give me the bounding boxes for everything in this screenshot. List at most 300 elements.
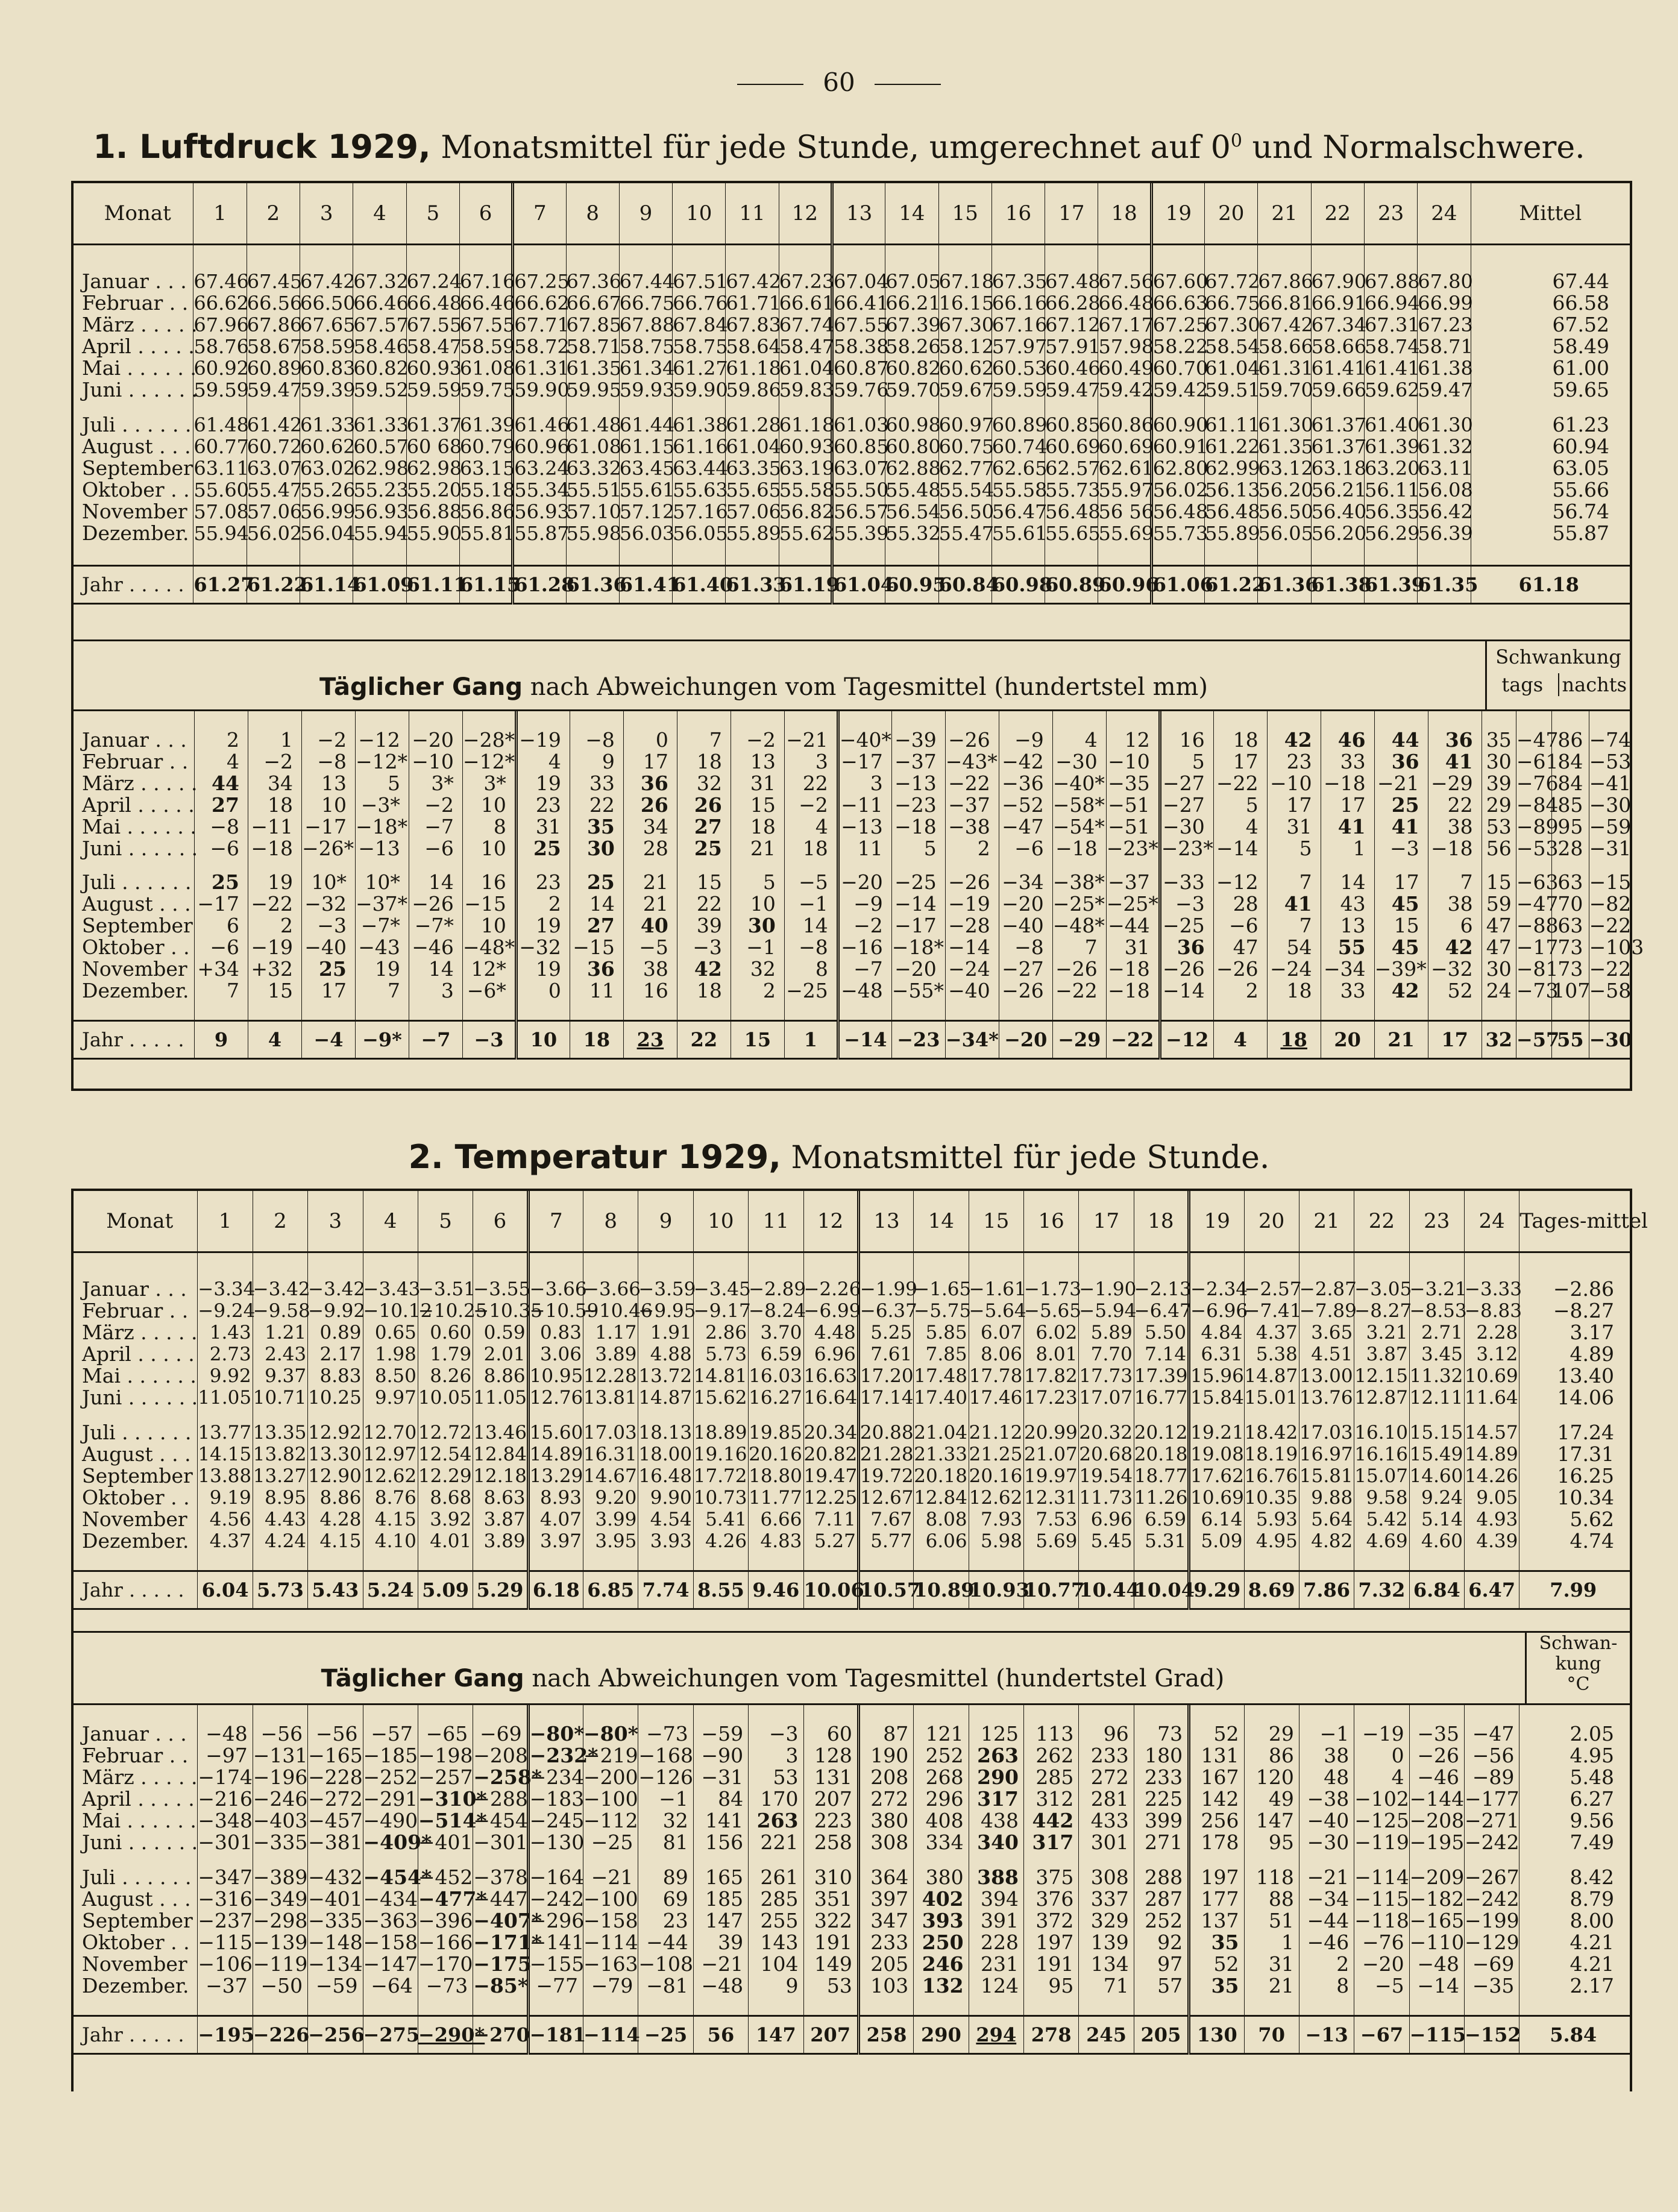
year-value-cell: −12 <box>1160 1021 1213 1059</box>
month-label: August . . . <box>74 436 193 457</box>
value-cell: 12.97 <box>363 1444 418 1465</box>
value-cell: 364 <box>858 1853 913 1888</box>
value-cell: −246 <box>253 1787 308 1811</box>
year-value-cell: 61.40 <box>673 566 726 604</box>
value-cell: 9.19 <box>198 1487 253 1509</box>
value-cell: 59.62 <box>1364 379 1420 401</box>
value-cell: −26* <box>301 838 355 859</box>
value-cell: −40* <box>838 729 891 751</box>
table-row <box>74 1322 1630 1343</box>
value-cell: 17 <box>1321 794 1374 816</box>
year-value-cell: −29 <box>1052 1021 1106 1059</box>
mean-cell: 5.62 <box>1570 1507 1614 1531</box>
value-cell: 143 <box>749 1932 803 1953</box>
value-cell: −30 <box>1160 816 1213 838</box>
month-label: Oktober . . <box>74 937 195 958</box>
header-hour-11: 11 <box>749 1191 803 1252</box>
mean-cell: 8.42 <box>1570 1865 1614 1889</box>
value-cell: 58.59 <box>300 335 356 358</box>
value-cell: 60.96 <box>513 436 566 457</box>
header-hour-19: 19 <box>1151 183 1204 245</box>
value-cell: 61.48 <box>566 401 619 436</box>
value-cell: 29 <box>1244 1723 1299 1745</box>
value-cell: 2 <box>1299 1953 1354 1975</box>
value-cell: −447 <box>473 1887 528 1911</box>
value-cell: 13 <box>301 773 355 794</box>
value-cell: 57.06 <box>247 500 303 523</box>
value-cell: 14.89 <box>1465 1444 1519 1465</box>
value-cell: 250 <box>914 1932 969 1953</box>
value-cell: −14 <box>1213 838 1267 859</box>
value-cell: 56.20 <box>1311 522 1367 545</box>
schwankung-cell: 70 <box>1552 893 1589 915</box>
value-cell: 12.70 <box>363 1409 418 1444</box>
month-label: Juni . . . . . . <box>74 838 195 859</box>
value-cell: 51 <box>1244 1910 1299 1932</box>
value-cell: 66.62 <box>513 292 566 314</box>
value-cell: 67.31 <box>1364 313 1420 336</box>
value-cell: 56.48 <box>1205 500 1260 523</box>
value-cell: 285 <box>749 1888 803 1910</box>
value-cell: 56.88 <box>406 500 462 523</box>
value-cell: 58.72 <box>513 336 566 357</box>
value-cell: 67.30 <box>1205 313 1260 336</box>
value-cell: 34 <box>623 816 677 838</box>
year-value-cell: −25 <box>638 2016 693 2054</box>
value-cell: 59.90 <box>513 379 566 401</box>
value-cell: 10.73 <box>693 1487 748 1509</box>
value-cell: 59.42 <box>1098 379 1154 401</box>
value-cell: 2 <box>731 980 784 1002</box>
value-cell: −29 <box>1428 773 1482 794</box>
value-cell: 7.61 <box>858 1343 913 1365</box>
value-cell: 4.07 <box>528 1509 583 1530</box>
value-cell: 4.83 <box>749 1530 803 1552</box>
value-cell: 317 <box>1024 1832 1079 1853</box>
value-cell: 17.14 <box>858 1387 913 1409</box>
value-cell: −22 <box>1052 980 1106 1002</box>
value-cell: 22 <box>784 773 838 794</box>
year-value-cell: −114 <box>583 2016 638 2054</box>
schwankung-cell: −53 <box>1516 837 1559 860</box>
year-value-cell: 61.38 <box>1311 566 1364 604</box>
value-cell: 18 <box>677 751 731 773</box>
value-cell: −112 <box>583 1809 638 1832</box>
value-cell: 55.61 <box>991 522 1048 545</box>
value-cell: 66.75 <box>1205 292 1260 315</box>
schwankung-cell: 29 <box>1482 794 1516 816</box>
value-cell: 87 <box>858 1723 913 1745</box>
value-cell: 442 <box>1024 1810 1079 1832</box>
value-cell: −20 <box>999 893 1052 915</box>
value-cell: 60.85 <box>1045 401 1098 436</box>
value-cell: 55.58 <box>991 479 1048 501</box>
year-value-cell: 20 <box>1321 1021 1374 1059</box>
table-row <box>74 1465 1630 1487</box>
value-cell: −363 <box>363 1909 418 1932</box>
value-cell: 16.48 <box>638 1465 693 1487</box>
value-cell: −5 <box>784 859 838 893</box>
value-cell: 4.01 <box>418 1530 473 1552</box>
value-cell: −10 <box>1267 773 1321 794</box>
table-row <box>74 838 1630 859</box>
value-cell: −44 <box>638 1932 693 1953</box>
schwankung-cell: −41 <box>1589 771 1632 795</box>
value-cell: −1.65 <box>914 1278 972 1300</box>
value-cell: 59.93 <box>619 379 675 401</box>
value-cell: 55.94 <box>353 522 409 545</box>
value-cell: −21 <box>1374 773 1428 794</box>
value-cell: 5.25 <box>858 1322 913 1343</box>
value-cell: −242 <box>1465 1887 1519 1911</box>
month-label: September <box>74 1465 198 1487</box>
value-cell: 15.49 <box>1409 1444 1464 1465</box>
month-label: August . . . <box>74 1444 198 1465</box>
value-cell: −3 <box>677 937 731 958</box>
value-cell: 5.64 <box>1299 1509 1354 1530</box>
value-cell: 55.62 <box>779 522 835 545</box>
value-cell: 18 <box>677 980 731 1002</box>
schwankung-cell: −74 <box>1589 728 1632 752</box>
value-cell: 54 <box>1267 937 1321 958</box>
value-cell: 55.54 <box>938 479 995 501</box>
value-cell: 21.25 <box>969 1444 1023 1465</box>
value-cell: −14 <box>1409 1975 1464 1997</box>
header-hour-18: 18 <box>1134 1191 1189 1252</box>
value-cell: 67.96 <box>193 313 250 336</box>
value-cell: 61.44 <box>619 401 672 436</box>
value-cell: 55.73 <box>1045 479 1101 501</box>
month-label: März . . . . . <box>74 314 193 336</box>
value-cell: 62.98 <box>406 457 462 480</box>
value-cell: −208 <box>473 1744 528 1767</box>
schwankung-cell: −15 <box>1589 870 1632 894</box>
month-label: September <box>74 457 193 479</box>
value-cell: −3.34 <box>198 1278 256 1300</box>
value-cell: 58.54 <box>1205 335 1260 358</box>
value-cell: −209 <box>1409 1853 1464 1888</box>
value-cell: 20.34 <box>803 1409 858 1444</box>
value-cell: 12.15 <box>1354 1365 1409 1387</box>
value-cell: −126 <box>638 1765 694 1789</box>
table-row <box>74 479 1630 501</box>
month-label: November <box>74 1509 198 1530</box>
value-cell: −7.89 <box>1299 1300 1357 1322</box>
value-cell: 438 <box>969 1810 1023 1832</box>
value-cell: 27 <box>570 915 623 937</box>
value-cell: −77 <box>528 1975 583 1997</box>
value-cell: 380 <box>858 1810 913 1832</box>
year-label: Jahr . . . . . <box>74 1021 195 1059</box>
month-label: September <box>74 1910 198 1932</box>
schwankung-cell: −22 <box>1589 957 1632 981</box>
value-cell: −48 <box>838 980 891 1002</box>
value-cell: 12.76 <box>528 1387 583 1409</box>
month-label: Mai . . . . . . <box>74 1810 198 1832</box>
header-hour-9: 9 <box>619 183 672 245</box>
value-cell: 399 <box>1134 1810 1189 1832</box>
year-value-cell: 245 <box>1079 2016 1134 2054</box>
value-cell: 17.72 <box>693 1465 748 1487</box>
value-cell: 13 <box>731 751 784 773</box>
value-cell: 60.69 <box>1098 435 1154 458</box>
table-row <box>74 1278 1630 1300</box>
value-cell: −234 <box>528 1767 583 1788</box>
value-cell: 5.09 <box>1189 1530 1244 1552</box>
value-cell: −59 <box>693 1723 748 1745</box>
year-value-cell: −181 <box>528 2016 583 2054</box>
value-cell: 14.87 <box>638 1387 693 1409</box>
value-cell: 30 <box>570 838 623 859</box>
value-cell: −19 <box>248 937 301 958</box>
value-cell: 402 <box>914 1888 969 1910</box>
month-label: Oktober . . <box>74 479 193 501</box>
value-cell: −20 <box>409 729 462 751</box>
value-cell: −5.64 <box>969 1300 1026 1322</box>
value-cell: 14 <box>1321 859 1374 893</box>
value-cell: 18 <box>1267 980 1321 1002</box>
value-cell: 30 <box>731 915 784 937</box>
value-cell: 6.96 <box>1079 1509 1134 1530</box>
value-cell: 9.92 <box>198 1365 253 1387</box>
value-cell: 322 <box>803 1910 858 1932</box>
value-cell: 32 <box>731 958 784 980</box>
value-cell: 268 <box>914 1767 969 1788</box>
value-cell: 10* <box>355 859 409 893</box>
header-hour-18: 18 <box>1098 183 1151 245</box>
value-cell: 61.41 <box>1311 357 1367 380</box>
value-cell: 55.47 <box>938 522 995 545</box>
value-cell: −18 <box>1321 773 1374 794</box>
value-cell: 60.72 <box>247 435 303 458</box>
value-cell: 19.16 <box>693 1444 748 1465</box>
value-cell: 62.77 <box>938 457 995 480</box>
value-cell: 12.87 <box>1354 1387 1409 1409</box>
value-cell: 1.21 <box>253 1322 307 1343</box>
value-cell: 3.65 <box>1299 1322 1354 1343</box>
value-cell: 246 <box>914 1953 969 1975</box>
value-cell: 7 <box>1267 915 1321 937</box>
value-cell: 66.56 <box>247 292 303 315</box>
value-cell: 67.42 <box>1258 313 1313 336</box>
value-cell: −15 <box>570 937 623 958</box>
header-hour-16: 16 <box>991 183 1045 245</box>
value-cell: 12.62 <box>969 1487 1023 1509</box>
value-cell: 17.39 <box>1134 1365 1189 1387</box>
value-cell: −69 <box>473 1723 528 1745</box>
year-value-cell: −195 <box>198 2016 253 2054</box>
value-cell: −3.55 <box>473 1278 531 1300</box>
mean-cell: 17.24 <box>1557 1421 1614 1444</box>
value-cell: 5 <box>1160 751 1213 773</box>
table-row <box>74 751 1630 773</box>
value-cell: 132 <box>914 1975 969 1997</box>
value-cell: −14 <box>1160 980 1213 1002</box>
month-label: September <box>74 915 195 937</box>
value-cell: 0.89 <box>308 1322 363 1343</box>
header-hour-8: 8 <box>566 183 619 245</box>
year-value-cell: 5.29 <box>473 1571 528 1609</box>
value-cell: 6.59 <box>749 1343 803 1365</box>
schwankung-cell: −103 <box>1589 935 1644 959</box>
value-cell: 61.08 <box>566 435 622 458</box>
value-cell: 2 <box>516 893 570 915</box>
value-cell: 17.46 <box>969 1387 1023 1409</box>
value-cell: 60.70 <box>1151 357 1204 379</box>
year-value-cell: 8.55 <box>693 1571 748 1609</box>
value-cell: 55.34 <box>513 479 566 501</box>
value-cell: 55.51 <box>566 479 622 501</box>
value-cell: 156 <box>693 1832 748 1853</box>
year-value-cell: −152 <box>1465 2016 1519 2054</box>
value-cell: 62.65 <box>991 457 1048 480</box>
table-row <box>74 1365 1630 1387</box>
value-cell: 67.35 <box>991 270 1048 293</box>
value-cell: 2.71 <box>1409 1322 1464 1343</box>
value-cell: 3 <box>409 980 462 1002</box>
value-cell: −3 <box>1160 893 1213 915</box>
value-cell: 60.80 <box>885 435 941 458</box>
value-cell: 233 <box>858 1932 913 1953</box>
value-cell: 7.70 <box>1079 1343 1134 1365</box>
value-cell: 7 <box>1428 859 1482 893</box>
schwankung-cell: −59 <box>1589 815 1632 838</box>
value-cell: 16.27 <box>749 1387 803 1409</box>
year-value-cell: 10.89 <box>914 1571 969 1609</box>
value-cell: −25* <box>1106 893 1160 915</box>
header-hour-10: 10 <box>673 183 726 245</box>
schwankung-cell: −17 <box>1516 935 1559 959</box>
value-cell: 36 <box>570 958 623 980</box>
year-value-cell: 6.18 <box>528 1571 583 1609</box>
value-cell: 58.66 <box>1258 335 1313 358</box>
value-cell: 46 <box>1321 729 1374 751</box>
value-cell: −51 <box>1106 816 1160 838</box>
value-cell: 5 <box>355 773 409 794</box>
value-cell: 5.14 <box>1409 1509 1464 1530</box>
value-cell: −56 <box>308 1723 363 1745</box>
year-value-cell: −23 <box>891 1021 945 1059</box>
value-cell: −16 <box>838 937 891 958</box>
value-cell: −171* <box>473 1931 542 1954</box>
value-cell: 60.86 <box>1098 401 1151 436</box>
year-value-cell: 61.22 <box>247 566 300 604</box>
value-cell: −18 <box>1428 838 1482 859</box>
year-value-cell: −7 <box>409 1021 462 1059</box>
value-cell: 59.51 <box>1205 379 1260 401</box>
value-cell: 20.16 <box>749 1444 803 1465</box>
value-cell: 55.94 <box>193 522 250 545</box>
mean-cell: 8.79 <box>1570 1887 1614 1911</box>
value-cell: 42 <box>1267 729 1321 751</box>
value-cell: 4.84 <box>1189 1322 1244 1343</box>
value-cell: 60.89 <box>247 357 303 380</box>
table-row <box>74 794 1630 816</box>
value-cell: −3 <box>301 915 355 937</box>
value-cell: −130 <box>528 1832 583 1853</box>
value-cell: 20.68 <box>1079 1444 1134 1465</box>
value-cell: 0 <box>1354 1745 1409 1767</box>
value-cell: 15.96 <box>1189 1365 1244 1387</box>
value-cell: −15 <box>462 893 516 915</box>
value-cell: 12.18 <box>473 1465 528 1487</box>
value-cell: 61.03 <box>832 401 885 436</box>
value-cell: 57.10 <box>566 500 622 523</box>
value-cell: 8.26 <box>418 1365 473 1387</box>
header-hour-7: 7 <box>513 183 566 245</box>
value-cell: 6.07 <box>969 1322 1023 1343</box>
value-cell: 287 <box>1134 1888 1189 1910</box>
value-cell: 5.93 <box>1244 1509 1299 1530</box>
value-cell: 3.93 <box>638 1530 693 1552</box>
value-cell: 9.97 <box>363 1387 418 1409</box>
value-cell: 41 <box>1428 751 1482 773</box>
value-cell: −185 <box>363 1744 418 1767</box>
value-cell: −348 <box>198 1809 253 1832</box>
value-cell: −170 <box>418 1952 473 1976</box>
mean-cell: 3.17 <box>1570 1321 1614 1344</box>
value-cell: 131 <box>1189 1745 1244 1767</box>
year-value-cell: 18 <box>570 1021 623 1059</box>
value-cell: 56.47 <box>991 500 1048 523</box>
schwankung-cell: 28 <box>1552 838 1589 859</box>
value-cell: −47 <box>1465 1723 1519 1745</box>
value-cell: 17.23 <box>1024 1387 1079 1409</box>
value-cell: 26 <box>623 794 677 816</box>
mean-cell: 2.05 <box>1570 1722 1614 1745</box>
table-row <box>74 1487 1630 1509</box>
table-row <box>74 1853 1630 1888</box>
value-cell: 60.89 <box>991 401 1045 436</box>
value-cell: 67.36 <box>566 270 622 293</box>
value-cell: −3.42 <box>308 1278 366 1300</box>
value-cell: −242 <box>1465 1830 1519 1854</box>
value-cell: 67.90 <box>1311 270 1367 293</box>
value-cell: 4.82 <box>1299 1530 1354 1552</box>
value-cell: 2.73 <box>198 1343 253 1365</box>
value-cell: 52 <box>1189 1953 1244 1975</box>
value-cell: 66.76 <box>673 292 728 315</box>
value-cell: 92 <box>1134 1932 1189 1953</box>
year-value-cell: 7.32 <box>1354 1571 1409 1609</box>
header-hour-21: 21 <box>1299 1191 1354 1252</box>
value-cell: −1 <box>638 1788 693 1810</box>
value-cell: −3* <box>355 794 409 816</box>
value-cell: −14 <box>945 937 999 958</box>
value-cell: −6.99 <box>803 1300 861 1322</box>
value-cell: −8.83 <box>1465 1300 1522 1322</box>
header-month: Monat <box>74 1191 198 1252</box>
value-cell: 67.65 <box>300 313 356 336</box>
value-cell: 56.40 <box>1311 500 1367 523</box>
value-cell: 124 <box>969 1975 1023 1997</box>
value-cell: 185 <box>693 1888 748 1910</box>
value-cell: 19 <box>516 915 570 937</box>
value-cell: 139 <box>1079 1932 1134 1953</box>
value-cell: 67.34 <box>1311 313 1367 336</box>
year-value-cell: 294 <box>969 2016 1023 2054</box>
value-cell: 66.48 <box>1098 292 1154 315</box>
value-cell: 14.67 <box>583 1465 638 1487</box>
table-row <box>74 980 1630 1002</box>
value-cell: 66.63 <box>1151 292 1204 314</box>
value-cell: −8.24 <box>749 1300 806 1322</box>
value-cell: −100 <box>583 1887 638 1911</box>
mean-cell: 13.40 <box>1557 1364 1614 1387</box>
value-cell: 16 <box>1160 729 1213 751</box>
value-cell: −38 <box>1299 1788 1354 1810</box>
month-label: Juni . . . . . . <box>74 1832 198 1853</box>
